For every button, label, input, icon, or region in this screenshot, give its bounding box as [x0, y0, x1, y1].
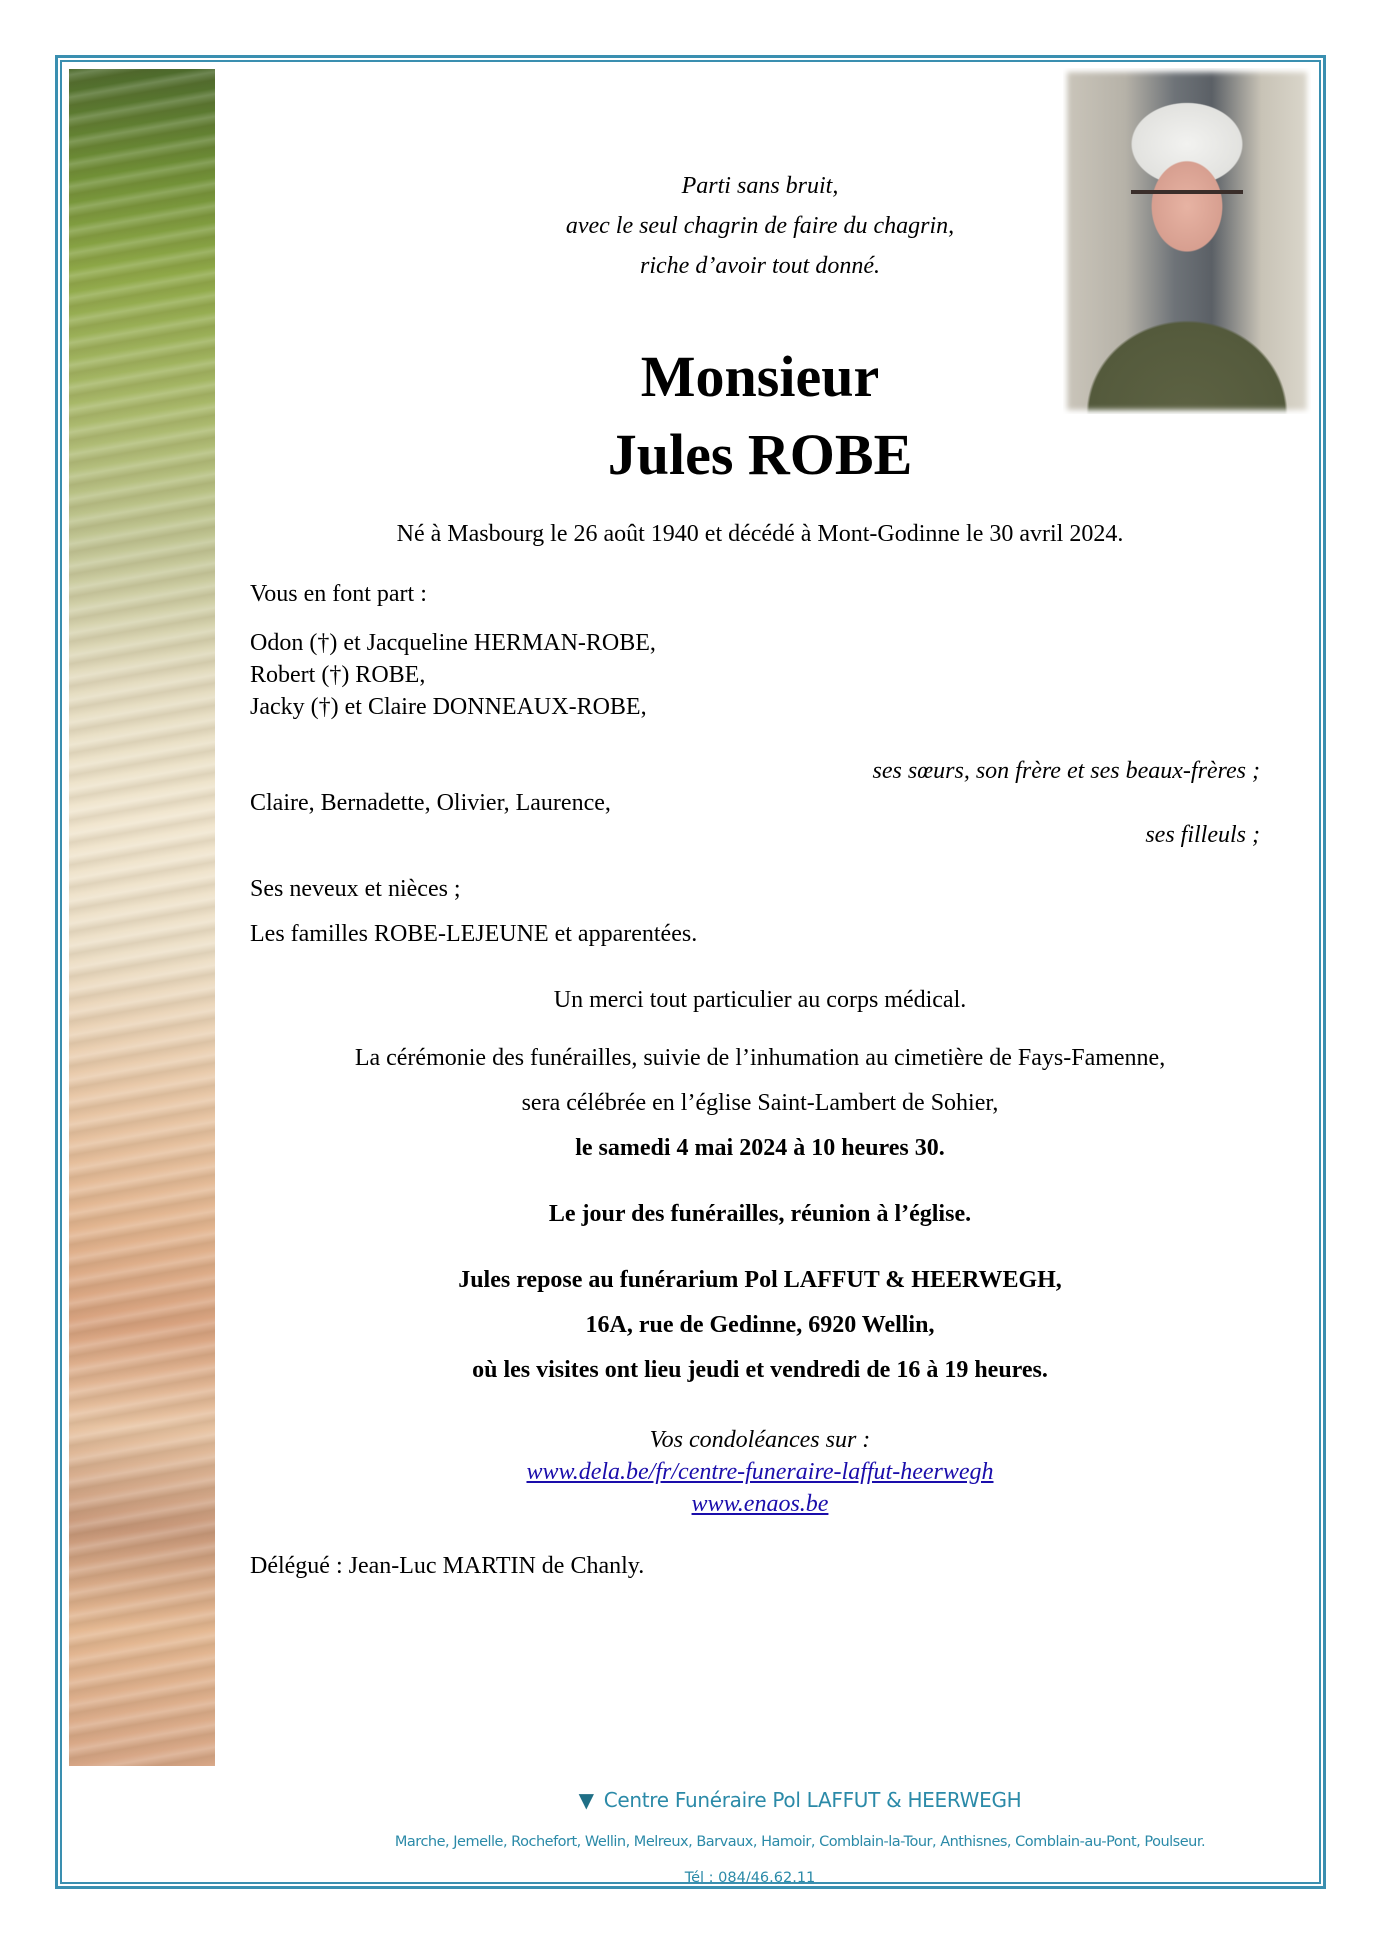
ceremony-date: le samedi 4 mai 2024 à 10 heures 30. — [575, 1135, 945, 1161]
portrait-photo — [1063, 68, 1311, 414]
announcement-intro: Vous en font part : — [250, 581, 427, 607]
nephews: Ses neveux et nièces ; — [250, 876, 461, 902]
birth-death: Né à Masbourg le 26 août 1940 et décédé à Mont-Godinne le 30 avril 2024. — [396, 521, 1124, 547]
poem-line-2: avec le seul chagrin de faire du chagrin, — [565, 213, 955, 239]
forest-path-image — [69, 69, 215, 1766]
poem — [470, 166, 1050, 286]
repose-line-3: où les visites ont lieu jeudi et vendredi de 16 à 19 heures. — [472, 1357, 1048, 1383]
condolences-link-enaos[interactable]: www.enaos.be — [691, 1491, 829, 1517]
thanks: Un merci tout particulier au corps médical. — [553, 987, 967, 1013]
repose-line-1: Jules repose au funérarium Pol LAFFUT & HEERWEGH, — [458, 1267, 1062, 1293]
condolences-link-dela[interactable]: www.dela.be/fr/centre-funeraire-laffut-heerwegh — [526, 1459, 994, 1485]
sibling-2: Robert (†) ROBE, — [250, 662, 426, 688]
footer-cities: Marche, Jemelle, Rochefort, Wellin, Melreux, Barvaux, Hamoir, Comblain-la-Tour, Anthisnes, Comblain-au-Pont, Poulseur. — [394, 1834, 1206, 1850]
meeting-note: Le jour des funérailles, réunion à l’église. — [548, 1201, 972, 1227]
sibling-3: Jacky (†) et Claire DONNEAUX-ROBE, — [250, 694, 647, 720]
salutation: Monsieur — [640, 344, 880, 409]
poem-line-3: riche d’avoir tout donné. — [640, 253, 880, 279]
godchildren-relation: ses filleuls ; — [1145, 822, 1260, 848]
repose-line-2: 16A, rue de Gedinne, 6920 Wellin, — [585, 1312, 935, 1338]
footer-title: Centre Funéraire Pol LAFFUT & HEERWEGH — [603, 1788, 1022, 1812]
siblings-relation: ses sœurs, son frère et ses beaux-frères ; — [872, 758, 1260, 784]
ceremony-line-1: La cérémonie des funérailles, suivie de l’inhumation au cimetière de Fays-Famenne, — [354, 1045, 1166, 1071]
footer-tel: Tél : 084/46.62.11 — [684, 1870, 816, 1886]
ceremony-line-2: sera célébrée en l’église Saint-Lambert de Sohier, — [521, 1090, 999, 1116]
poem-line-1: Parti sans bruit, — [681, 173, 839, 199]
deceased-name: Jules ROBE — [607, 422, 913, 487]
condolences-label: Vos condoléances sur : — [649, 1427, 871, 1453]
families: Les familles ROBE-LEJEUNE et apparentées. — [250, 921, 698, 947]
godchildren: Claire, Bernadette, Olivier, Laurence, — [250, 790, 611, 816]
sibling-1: Odon (†) et Jacqueline HERMAN-ROBE, — [250, 630, 656, 656]
footer-title-row — [300, 1788, 1300, 1812]
delegate: Délégué : Jean-Luc MARTIN de Chanly. — [250, 1553, 645, 1579]
portrait-glasses-detail — [1131, 190, 1243, 216]
triangle-down-icon: ▼ — [578, 1788, 594, 1812]
